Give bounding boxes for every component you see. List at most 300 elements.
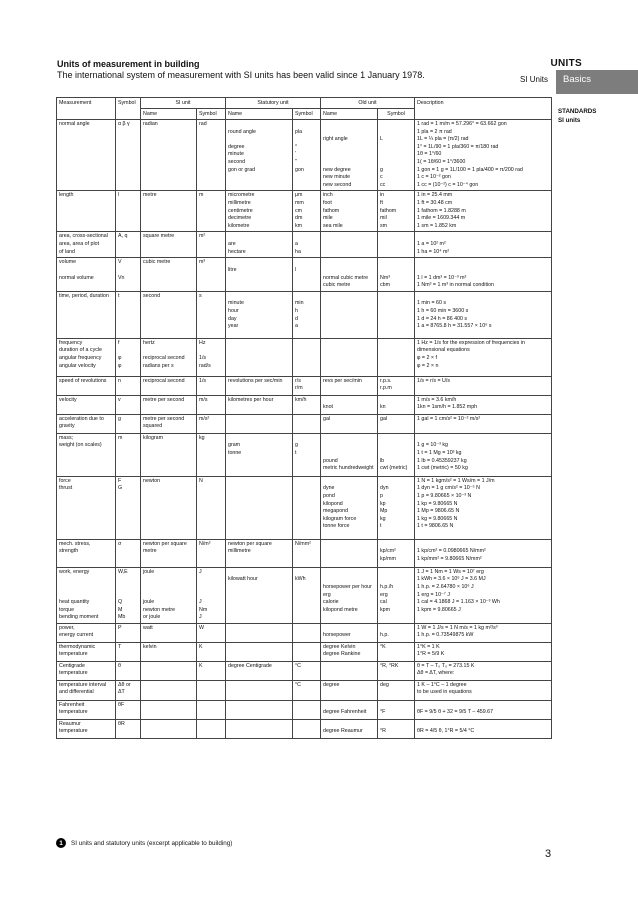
cell-line: new minute bbox=[323, 174, 351, 181]
cell-line: normal angle bbox=[59, 121, 90, 127]
cell-statutory-name bbox=[226, 661, 293, 680]
cell-statutory-symbol bbox=[293, 258, 321, 291]
cell-line: decimetre bbox=[228, 215, 252, 222]
cell-line: micrometre bbox=[228, 192, 255, 199]
cell-line: φ bbox=[118, 362, 122, 369]
cell-line: centimetre bbox=[228, 207, 253, 214]
cell-line: erg bbox=[380, 591, 388, 598]
cell-line: Nm³ bbox=[380, 274, 391, 281]
cell-line: energy current bbox=[59, 632, 94, 639]
cell-symbol bbox=[116, 414, 141, 433]
caption-text: SI units and statutory units (excerpt applicable to building) bbox=[71, 839, 233, 847]
cell-line: area, cross-sectional bbox=[59, 233, 108, 240]
cell-si-name bbox=[141, 414, 197, 433]
cell-line: tonne bbox=[228, 449, 242, 456]
cell-line: p bbox=[380, 492, 383, 499]
cell-line: deg bbox=[380, 681, 389, 688]
cell-si-name bbox=[141, 476, 197, 539]
cell-line: newton per square bbox=[143, 540, 187, 547]
cell-line: weight (on scales) bbox=[59, 442, 102, 449]
cell-line: cbm bbox=[380, 282, 391, 289]
cell-line: 1L = ¼ pla = (π/2) rad bbox=[417, 136, 469, 143]
cell-line: s bbox=[199, 292, 202, 299]
cell-line: r.p.s. bbox=[380, 377, 392, 384]
cell-line: cm bbox=[295, 207, 303, 214]
cell-line: °C bbox=[295, 681, 301, 688]
cell-description bbox=[415, 191, 552, 232]
cell-description bbox=[415, 395, 552, 414]
cell-line bbox=[380, 569, 412, 577]
cell-line bbox=[59, 576, 113, 584]
cell-line: 1 t = 9806.65 N bbox=[417, 523, 454, 530]
cell-line bbox=[199, 682, 223, 690]
cell-line: f bbox=[118, 339, 120, 346]
cell-old-symbol bbox=[378, 395, 415, 414]
cell-line: tonne force bbox=[323, 523, 350, 530]
cell-si-name bbox=[141, 567, 197, 623]
cell-line: lb bbox=[380, 457, 385, 464]
cell-line: power, bbox=[59, 624, 75, 631]
cell-line: °R, °RK bbox=[380, 662, 399, 669]
cell-line bbox=[323, 144, 375, 152]
cell-old-symbol bbox=[378, 191, 415, 232]
cell-line: m³ bbox=[199, 259, 206, 266]
cell-line: dimensional equations bbox=[417, 347, 470, 354]
cell-statutory-symbol bbox=[293, 376, 321, 395]
cell-old-name bbox=[321, 623, 378, 642]
cell-si-name bbox=[141, 338, 197, 376]
cell-line: gal bbox=[323, 415, 331, 422]
cell-line bbox=[380, 442, 412, 450]
cell-line: kilopond bbox=[323, 500, 343, 507]
cell-line: Δθ = ΔT, where: bbox=[417, 670, 455, 677]
cell-line: ΔT bbox=[118, 689, 125, 696]
table-row bbox=[57, 433, 552, 476]
cell-si-symbol bbox=[197, 376, 226, 395]
cell-old-name bbox=[321, 232, 378, 258]
cell-line bbox=[199, 347, 223, 355]
cell-statutory-symbol bbox=[293, 395, 321, 414]
cell-line: normal volume bbox=[59, 274, 94, 281]
cell-line bbox=[380, 121, 412, 129]
cell-line: 1 ha = 10⁴ m² bbox=[417, 248, 450, 255]
cell-line: m/s bbox=[199, 396, 208, 403]
cell-symbol bbox=[116, 719, 141, 738]
header-measurement: Measurement bbox=[57, 98, 116, 120]
cell-line: Mb bbox=[118, 614, 126, 621]
basics-tab: Basics bbox=[556, 70, 638, 94]
cell-line: angular velocity bbox=[59, 362, 96, 369]
table-body bbox=[57, 120, 552, 739]
cell-line bbox=[228, 702, 290, 710]
cell-line: 1 kp = 9.80665 N bbox=[417, 500, 458, 507]
cell-line bbox=[323, 151, 375, 159]
cell-line: 1 in = 25.4 mm bbox=[417, 192, 453, 199]
cell-symbol bbox=[116, 700, 141, 719]
table-row bbox=[57, 539, 552, 567]
cell-line bbox=[417, 435, 549, 443]
cell-line: kn bbox=[380, 404, 386, 411]
cell-statutory-symbol bbox=[293, 120, 321, 191]
cell-line: cubic metre bbox=[323, 282, 351, 289]
cell-statutory-name bbox=[226, 414, 293, 433]
cell-line: r/s bbox=[295, 377, 301, 384]
cell-line: m² bbox=[199, 233, 206, 240]
cell-line: m bbox=[199, 192, 204, 199]
cell-line bbox=[323, 478, 375, 486]
cell-line: minute bbox=[228, 300, 244, 307]
cell-line: Δθ or bbox=[118, 681, 131, 688]
cell-statutory-name bbox=[226, 338, 293, 376]
cell-line: round angle bbox=[228, 128, 256, 135]
cell-old-symbol bbox=[378, 680, 415, 700]
cell-line: Vn bbox=[118, 274, 125, 281]
cell-line: n bbox=[118, 377, 121, 384]
cell-si-symbol bbox=[197, 567, 226, 623]
cell-line: 1( = 1θ/60 = 1°/3600 bbox=[417, 158, 466, 165]
cell-si-name bbox=[141, 433, 197, 476]
header-old-symbol: Symbol bbox=[378, 109, 415, 120]
cell-statutory-symbol bbox=[293, 680, 321, 700]
cell-description bbox=[415, 232, 552, 258]
cell-line: temperature bbox=[59, 670, 88, 677]
page-number: 3 bbox=[545, 848, 552, 860]
cell-line: kilowatt hour bbox=[228, 576, 258, 583]
units-table bbox=[56, 97, 552, 739]
cell-si-symbol bbox=[197, 395, 226, 414]
header-si-name: Name bbox=[141, 109, 197, 120]
cell-statutory-name bbox=[226, 120, 293, 191]
cell-si-symbol bbox=[197, 433, 226, 476]
cell-line: volume bbox=[59, 259, 77, 266]
cell-line bbox=[59, 584, 113, 592]
cell-line: 1 ft = 30.48 cm bbox=[417, 199, 453, 206]
cell-line: 1 d = 24 h = 86 400 s bbox=[417, 315, 468, 322]
cell-line bbox=[295, 644, 318, 652]
cell-line bbox=[295, 702, 318, 710]
header-old-name: Name bbox=[321, 109, 378, 120]
page-subtitle: The international system of measurement with SI units has been valid since 1 January 1978. bbox=[57, 70, 425, 80]
cell-line: metre bbox=[143, 192, 157, 199]
cell-line: rad bbox=[199, 121, 207, 127]
cell-line: pond bbox=[323, 492, 335, 499]
cell-line: degree Centigrade bbox=[228, 662, 272, 669]
cell-measurement bbox=[57, 414, 116, 433]
cell-line: mile bbox=[323, 215, 333, 222]
cell-old-symbol bbox=[378, 700, 415, 719]
side-note-standards: STANDARDS bbox=[558, 108, 597, 115]
cell-line bbox=[143, 663, 194, 671]
table-row bbox=[57, 719, 552, 738]
cell-line: 1 min = 60 s bbox=[417, 300, 447, 307]
cell-line bbox=[323, 293, 375, 301]
cell-line: dyne bbox=[323, 485, 335, 492]
cell-si-symbol bbox=[197, 700, 226, 719]
cell-line bbox=[380, 293, 412, 301]
cell-si-symbol bbox=[197, 291, 226, 338]
cell-symbol bbox=[116, 291, 141, 338]
cell-si-name bbox=[141, 232, 197, 258]
cell-line: 1 gon = 1 g = 1L/100 = 1 pla/400 = π/200 rad bbox=[417, 166, 523, 173]
table-row bbox=[57, 680, 552, 700]
cell-line: minute bbox=[228, 151, 244, 158]
cell-line: N/mm² bbox=[295, 540, 311, 547]
cell-old-name bbox=[321, 414, 378, 433]
cell-measurement bbox=[57, 719, 116, 738]
cell-statutory-symbol bbox=[293, 291, 321, 338]
table-row bbox=[57, 700, 552, 719]
cell-line: 1 sm = 1.852 km bbox=[417, 222, 457, 229]
cell-old-name bbox=[321, 191, 378, 232]
cell-line: 1 c = 10⁻² gon bbox=[417, 174, 451, 181]
cell-description bbox=[415, 476, 552, 539]
cell-line: normal cubic metre bbox=[323, 274, 369, 281]
cell-line: W bbox=[199, 624, 204, 631]
cell-line bbox=[323, 435, 375, 443]
cell-symbol bbox=[116, 567, 141, 623]
cell-line: g bbox=[295, 442, 298, 449]
cell-si-symbol bbox=[197, 338, 226, 376]
cell-statutory-symbol bbox=[293, 700, 321, 719]
table-row bbox=[57, 661, 552, 680]
cell-line: velocity bbox=[59, 396, 77, 403]
cell-measurement bbox=[57, 338, 116, 376]
cell-line: h bbox=[295, 307, 298, 314]
cell-line bbox=[118, 267, 138, 275]
cell-line: m bbox=[118, 434, 123, 441]
cell-line bbox=[417, 267, 549, 275]
cell-line: gon or grad bbox=[228, 166, 256, 173]
cell-symbol bbox=[116, 338, 141, 376]
cell-line: knot bbox=[323, 404, 334, 411]
cell-description bbox=[415, 700, 552, 719]
cell-si-name bbox=[141, 539, 197, 567]
cell-line: 1 kp/cm² = 0.0980665 N/mm² bbox=[417, 548, 486, 555]
cell-line: 1 K – 1°C – 1 degree bbox=[417, 681, 467, 688]
cell-line: fathom bbox=[380, 207, 397, 214]
cell-line: φ bbox=[118, 354, 122, 361]
cell-line: 1 h = 60 min = 3600 s bbox=[417, 307, 469, 314]
cell-line bbox=[417, 293, 549, 301]
cell-line bbox=[323, 129, 375, 137]
cell-line: 1 erg = 10⁻⁷ J bbox=[417, 591, 450, 598]
cell-line bbox=[143, 721, 194, 729]
cell-symbol bbox=[116, 232, 141, 258]
cell-statutory-name bbox=[226, 680, 293, 700]
cell-old-name bbox=[321, 120, 378, 191]
subsection-title: SI Units bbox=[519, 75, 548, 84]
cell-line: force bbox=[59, 477, 71, 484]
cell-line: M bbox=[118, 606, 123, 613]
cell-old-symbol bbox=[378, 642, 415, 661]
cell-line bbox=[228, 293, 290, 301]
cell-old-symbol bbox=[378, 376, 415, 395]
cell-line: J bbox=[199, 568, 202, 575]
cell-statutory-name bbox=[226, 539, 293, 567]
cell-line: revs per sec/min bbox=[323, 377, 362, 384]
cell-line: in bbox=[380, 192, 385, 199]
cell-line: 1 cwt (metric) = 50 kg bbox=[417, 465, 468, 472]
cell-old-symbol bbox=[378, 476, 415, 539]
page-title: Units of measurement in building bbox=[57, 59, 200, 69]
cell-old-symbol bbox=[378, 291, 415, 338]
cell-line: km/h bbox=[295, 396, 307, 403]
cell-si-name bbox=[141, 120, 197, 191]
cell-line bbox=[228, 416, 290, 424]
cell-line: h.p. bbox=[380, 632, 389, 639]
table-row bbox=[57, 338, 552, 376]
cell-line: N/m² bbox=[199, 540, 211, 547]
cell-statutory-symbol bbox=[293, 623, 321, 642]
cell-statutory-name bbox=[226, 700, 293, 719]
cell-measurement bbox=[57, 291, 116, 338]
cell-line: duration of a cycle bbox=[59, 347, 102, 354]
cell-line: Reaumur bbox=[59, 720, 81, 727]
cell-line: 1 kg = 9.80665 N bbox=[417, 515, 458, 522]
cell-line: metre bbox=[143, 548, 157, 555]
cell-line bbox=[323, 121, 375, 129]
cell-line: degree bbox=[228, 143, 245, 150]
cell-line bbox=[417, 259, 549, 267]
cell-line bbox=[380, 576, 412, 584]
cell-line bbox=[199, 721, 223, 729]
cell-line: gram bbox=[228, 442, 241, 449]
cell-line bbox=[228, 340, 290, 348]
cell-line bbox=[295, 233, 318, 241]
cell-line bbox=[380, 144, 412, 152]
cell-measurement bbox=[57, 700, 116, 719]
cell-old-name bbox=[321, 395, 378, 414]
cell-line bbox=[323, 541, 375, 549]
cell-line bbox=[323, 721, 375, 729]
cell-line: bending moment bbox=[59, 614, 99, 621]
cell-line: 1 a = 10² m² bbox=[417, 240, 446, 247]
cell-symbol bbox=[116, 191, 141, 232]
cell-line: reciprocal second bbox=[143, 354, 185, 361]
cell-line bbox=[323, 442, 375, 450]
cell-line: t bbox=[380, 523, 382, 530]
cell-line: litre bbox=[228, 266, 237, 273]
cell-si-symbol bbox=[197, 642, 226, 661]
cell-line: 1 h.p. = 0.73549875 kW bbox=[417, 632, 474, 639]
cell-line: new degree bbox=[323, 166, 351, 173]
cell-statutory-symbol bbox=[293, 642, 321, 661]
cell-line: h.p./h bbox=[380, 583, 394, 590]
cell-line: right angle bbox=[323, 136, 348, 143]
cell-description bbox=[415, 642, 552, 661]
cell-line bbox=[295, 136, 318, 144]
cell-statutory-symbol bbox=[293, 567, 321, 623]
cell-line: 1θ = 1°/60 bbox=[417, 151, 442, 158]
cell-line: 1 p = 9.80665 × 10⁻³ N bbox=[417, 492, 472, 499]
cell-line: kp/mm bbox=[380, 555, 396, 562]
cell-symbol bbox=[116, 258, 141, 291]
cell-line bbox=[143, 584, 194, 592]
cell-line bbox=[295, 340, 318, 348]
cell-si-name bbox=[141, 661, 197, 680]
cell-measurement bbox=[57, 476, 116, 539]
cell-line bbox=[323, 663, 375, 671]
cell-symbol bbox=[116, 642, 141, 661]
cell-line: °C bbox=[295, 662, 301, 669]
cell-line: 1 cc = (10⁻²) c = 10⁻⁴ gon bbox=[417, 181, 479, 188]
cell-line: reciprocal second bbox=[143, 377, 185, 384]
cell-line: area, area of plot bbox=[59, 240, 100, 247]
cell-line bbox=[323, 397, 375, 405]
cell-line: kp/cm² bbox=[380, 548, 396, 555]
cell-line: sm bbox=[380, 222, 388, 229]
cell-line: temperature bbox=[59, 728, 88, 735]
cell-statutory-symbol bbox=[293, 661, 321, 680]
cell-si-name bbox=[141, 680, 197, 700]
cell-measurement bbox=[57, 191, 116, 232]
cell-line: " bbox=[295, 158, 297, 165]
cell-line: kilogram force bbox=[323, 515, 357, 522]
cell-line: newton metre bbox=[143, 606, 176, 613]
table-row bbox=[57, 291, 552, 338]
cell-line: kWh bbox=[295, 576, 306, 583]
cell-si-name bbox=[141, 623, 197, 642]
cell-line: hour bbox=[228, 307, 239, 314]
cell-line: P bbox=[118, 624, 122, 631]
cell-line: inch bbox=[323, 192, 333, 199]
cell-measurement bbox=[57, 680, 116, 700]
cell-symbol bbox=[116, 120, 141, 191]
table-row bbox=[57, 567, 552, 623]
cell-line: new second bbox=[323, 181, 352, 188]
cell-statutory-symbol bbox=[293, 338, 321, 376]
cell-line bbox=[199, 584, 223, 592]
cell-symbol bbox=[116, 539, 141, 567]
header-description: Description bbox=[415, 98, 552, 120]
cell-line: torque bbox=[59, 606, 75, 613]
header-symbol: Symbol bbox=[116, 98, 141, 120]
cell-line: d bbox=[295, 315, 298, 322]
cell-line: 1 gal = 1 cm/s² = 10⁻² m/s² bbox=[417, 415, 481, 422]
cell-line: J bbox=[199, 599, 202, 606]
cell-line: 1 fathom = 1.8288 m bbox=[417, 207, 466, 214]
cell-line: 1 rad = 1 m/m = 57.296° = 63.662 gon bbox=[417, 121, 507, 127]
cell-line bbox=[323, 702, 375, 710]
cell-line: 1 cal = 4.1868 J = 1.163 × 10⁻³ Wh bbox=[417, 599, 500, 606]
cell-line: α β γ bbox=[118, 121, 130, 127]
cell-line: degree Kelvin bbox=[323, 643, 356, 650]
table-caption bbox=[56, 838, 232, 848]
cell-line bbox=[295, 569, 318, 577]
cell-line: Nm bbox=[199, 606, 208, 613]
cell-line bbox=[59, 267, 113, 275]
cell-statutory-name bbox=[226, 433, 293, 476]
cell-line bbox=[143, 682, 194, 690]
cell-line: temperature interval bbox=[59, 681, 107, 688]
cell-line: angular frequency bbox=[59, 354, 102, 361]
cell-statutory-name bbox=[226, 376, 293, 395]
cell-line: 1 g = 10⁻³ kg bbox=[417, 442, 448, 449]
cell-line: °F bbox=[380, 709, 386, 716]
cell-line: degree bbox=[323, 681, 340, 688]
table-row bbox=[57, 476, 552, 539]
header-si-symbol: Symbol bbox=[197, 109, 226, 120]
cell-line: l bbox=[295, 266, 297, 273]
cell-line: temperature bbox=[59, 709, 88, 716]
cell-statutory-symbol bbox=[293, 414, 321, 433]
cell-line: mech. stress, bbox=[59, 540, 91, 547]
cell-line: mass; bbox=[59, 434, 74, 441]
cell-measurement bbox=[57, 623, 116, 642]
cell-line: kilometres per hour bbox=[228, 396, 274, 403]
cell-statutory-symbol bbox=[293, 433, 321, 476]
cell-line bbox=[143, 347, 194, 355]
